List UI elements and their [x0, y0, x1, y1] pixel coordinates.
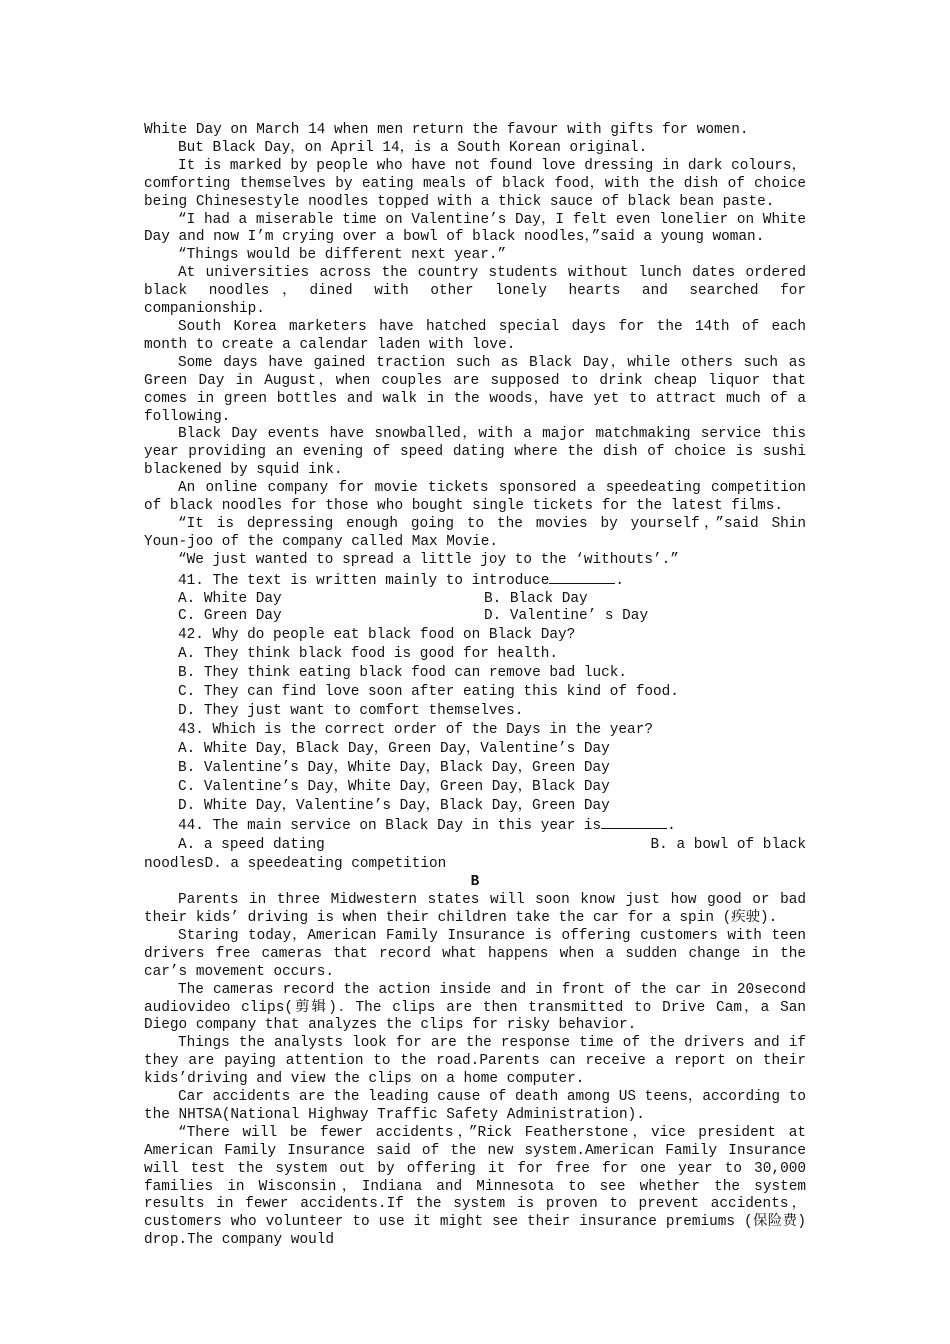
- option-a: A. They think black food is good for health.: [178, 646, 558, 663]
- option-b: B. Valentine’s Day，White Day，Black Day，Green Day: [178, 759, 610, 776]
- paragraph: Some days have gained traction such as Black Day，while others such as Green Day in August，when couples are supposed to drink cheap liquor that comes in green bottles and walk in the woods，have yet to attract much of a following.: [144, 354, 806, 425]
- question-41: 41. The text is written mainly to introduce .: [178, 572, 624, 589]
- option-a: A. a speed dating: [178, 837, 325, 854]
- options-row: [144, 837, 806, 855]
- question-stem: 41. The text is written mainly to introduce: [178, 572, 550, 589]
- paragraph: “There will be fewer accidents，”Rick Featherstone，vice president at American Family Insurance said of the new system.American Family Insurance will test the system out by offering it for free for one year to 30,000 families in Wisconsin，Indiana and Minnesota to see whether the system results in fewer accidents.If the system is proven to prevent accidents，customers who volunteer to use it might see their insurance premiums (保险费) drop.The company would: [144, 1124, 806, 1249]
- paragraph: Car accidents are the leading cause of death among US teens，according to the NHTSA(National Highway Traffic Safety Administration).: [144, 1089, 806, 1123]
- option-c: C. Green Day: [178, 608, 282, 625]
- option-c: C. Valentine’s Day，White Day，Green Day，Black Day: [178, 778, 610, 795]
- option-a: A. White Day: [178, 590, 282, 607]
- options-row: [144, 591, 806, 609]
- option-c: C. They can find love soon after eating this kind of food.: [178, 684, 679, 701]
- paragraph: “We just wanted to spread a little joy to the ‘withouts’.”: [178, 551, 679, 568]
- paragraph: Black Day events have snowballed，with a major matchmaking service this year providing an evening of speed dating where the dish of choice is sushi blackened by squid ink.: [144, 426, 806, 479]
- question-42: 42. Why do people eat black food on Black Day?: [178, 627, 576, 644]
- paragraph: At universities across the country students without lunch dates ordered black noodles，dined with other lonely hearts and searched for companionship.: [144, 265, 806, 318]
- paragraph: Staring today，American Family Insurance is offering customers with teen drivers free cameras that record what happens when a sudden change in the car’s movement occurs.: [144, 927, 806, 980]
- paragraph: “Things would be different next year.”: [178, 247, 507, 264]
- paragraph: South Korea marketers have hatched special days for the 14th of each month to create a calendar laden with love.: [144, 318, 806, 353]
- paragraph: But Black Day，on April 14，is a South Korean original.: [178, 139, 648, 156]
- paragraph: White Day on March 14 when men return the favour with gifts for women.: [144, 122, 749, 138]
- option-d: D. They just want to comfort themselves.: [178, 703, 524, 719]
- question-43: 43. Which is the correct order of the Days in the year?: [178, 721, 653, 738]
- paragraph: An online company for movie tickets sponsored a speedeating competition of black noodles for those who bought single tickets for the latest films.: [144, 480, 806, 515]
- answer-blank: [601, 816, 667, 829]
- paragraph: It is marked by people who have not found love dressing in dark colours，comforting themselves by eating meals of black food，with the dish of choice being Chinesestyle noodles topped with a thick sauce of black bean paste.: [144, 157, 806, 210]
- option-line-continued: noodlesD. a speedeating competition: [144, 856, 447, 873]
- paragraph: “It is depressing enough going to the movies by yourself，”said Shin Youn-joo of the company called Max Movie.: [144, 515, 806, 550]
- option-d: D. Valentine’ s Day: [484, 608, 649, 625]
- option-d: D. White Day，Valentine’s Day，Black Day，Green Day: [178, 797, 610, 814]
- question-44: 44. The main service on Black Day in this year is .: [178, 818, 676, 835]
- option-b: B. They think eating black food can remove bad luck.: [178, 665, 628, 682]
- option-b: B. a bowl of black: [650, 837, 806, 854]
- paragraph: Parents in three Midwestern states will soon know just how good or bad their kids’ driving is when their children take the car for a spin (疾驶).: [144, 892, 806, 926]
- paragraph: Things the analysts look for are the response time of the drivers and if they are paying attention to the road.Parents can receive a report on their kids’driving and view the clips on a home computer.: [144, 1035, 806, 1088]
- option-b: B. Black Day: [484, 590, 588, 607]
- option-a: A. White Day，Black Day，Green Day，Valentine’s Day: [178, 740, 610, 757]
- question-stem: 44. The main service on Black Day in this year is: [178, 818, 602, 835]
- answer-blank: [549, 571, 615, 584]
- document-page: [144, 122, 806, 1250]
- paragraph: The cameras record the action inside and in front of the car in 20second audiovideo clips(剪辑)．The clips are then transmitted to Drive Cam，a San Diego company that analyzes the clips for risky behavior.: [144, 981, 806, 1034]
- section-heading: B: [470, 874, 480, 891]
- options-row: [144, 608, 806, 626]
- paragraph: “I had a miserable time on Valentine’s Day，I felt even lonelier on White Day and now I’m crying over a bowl of black noodles，”said a young woman.: [144, 211, 806, 246]
